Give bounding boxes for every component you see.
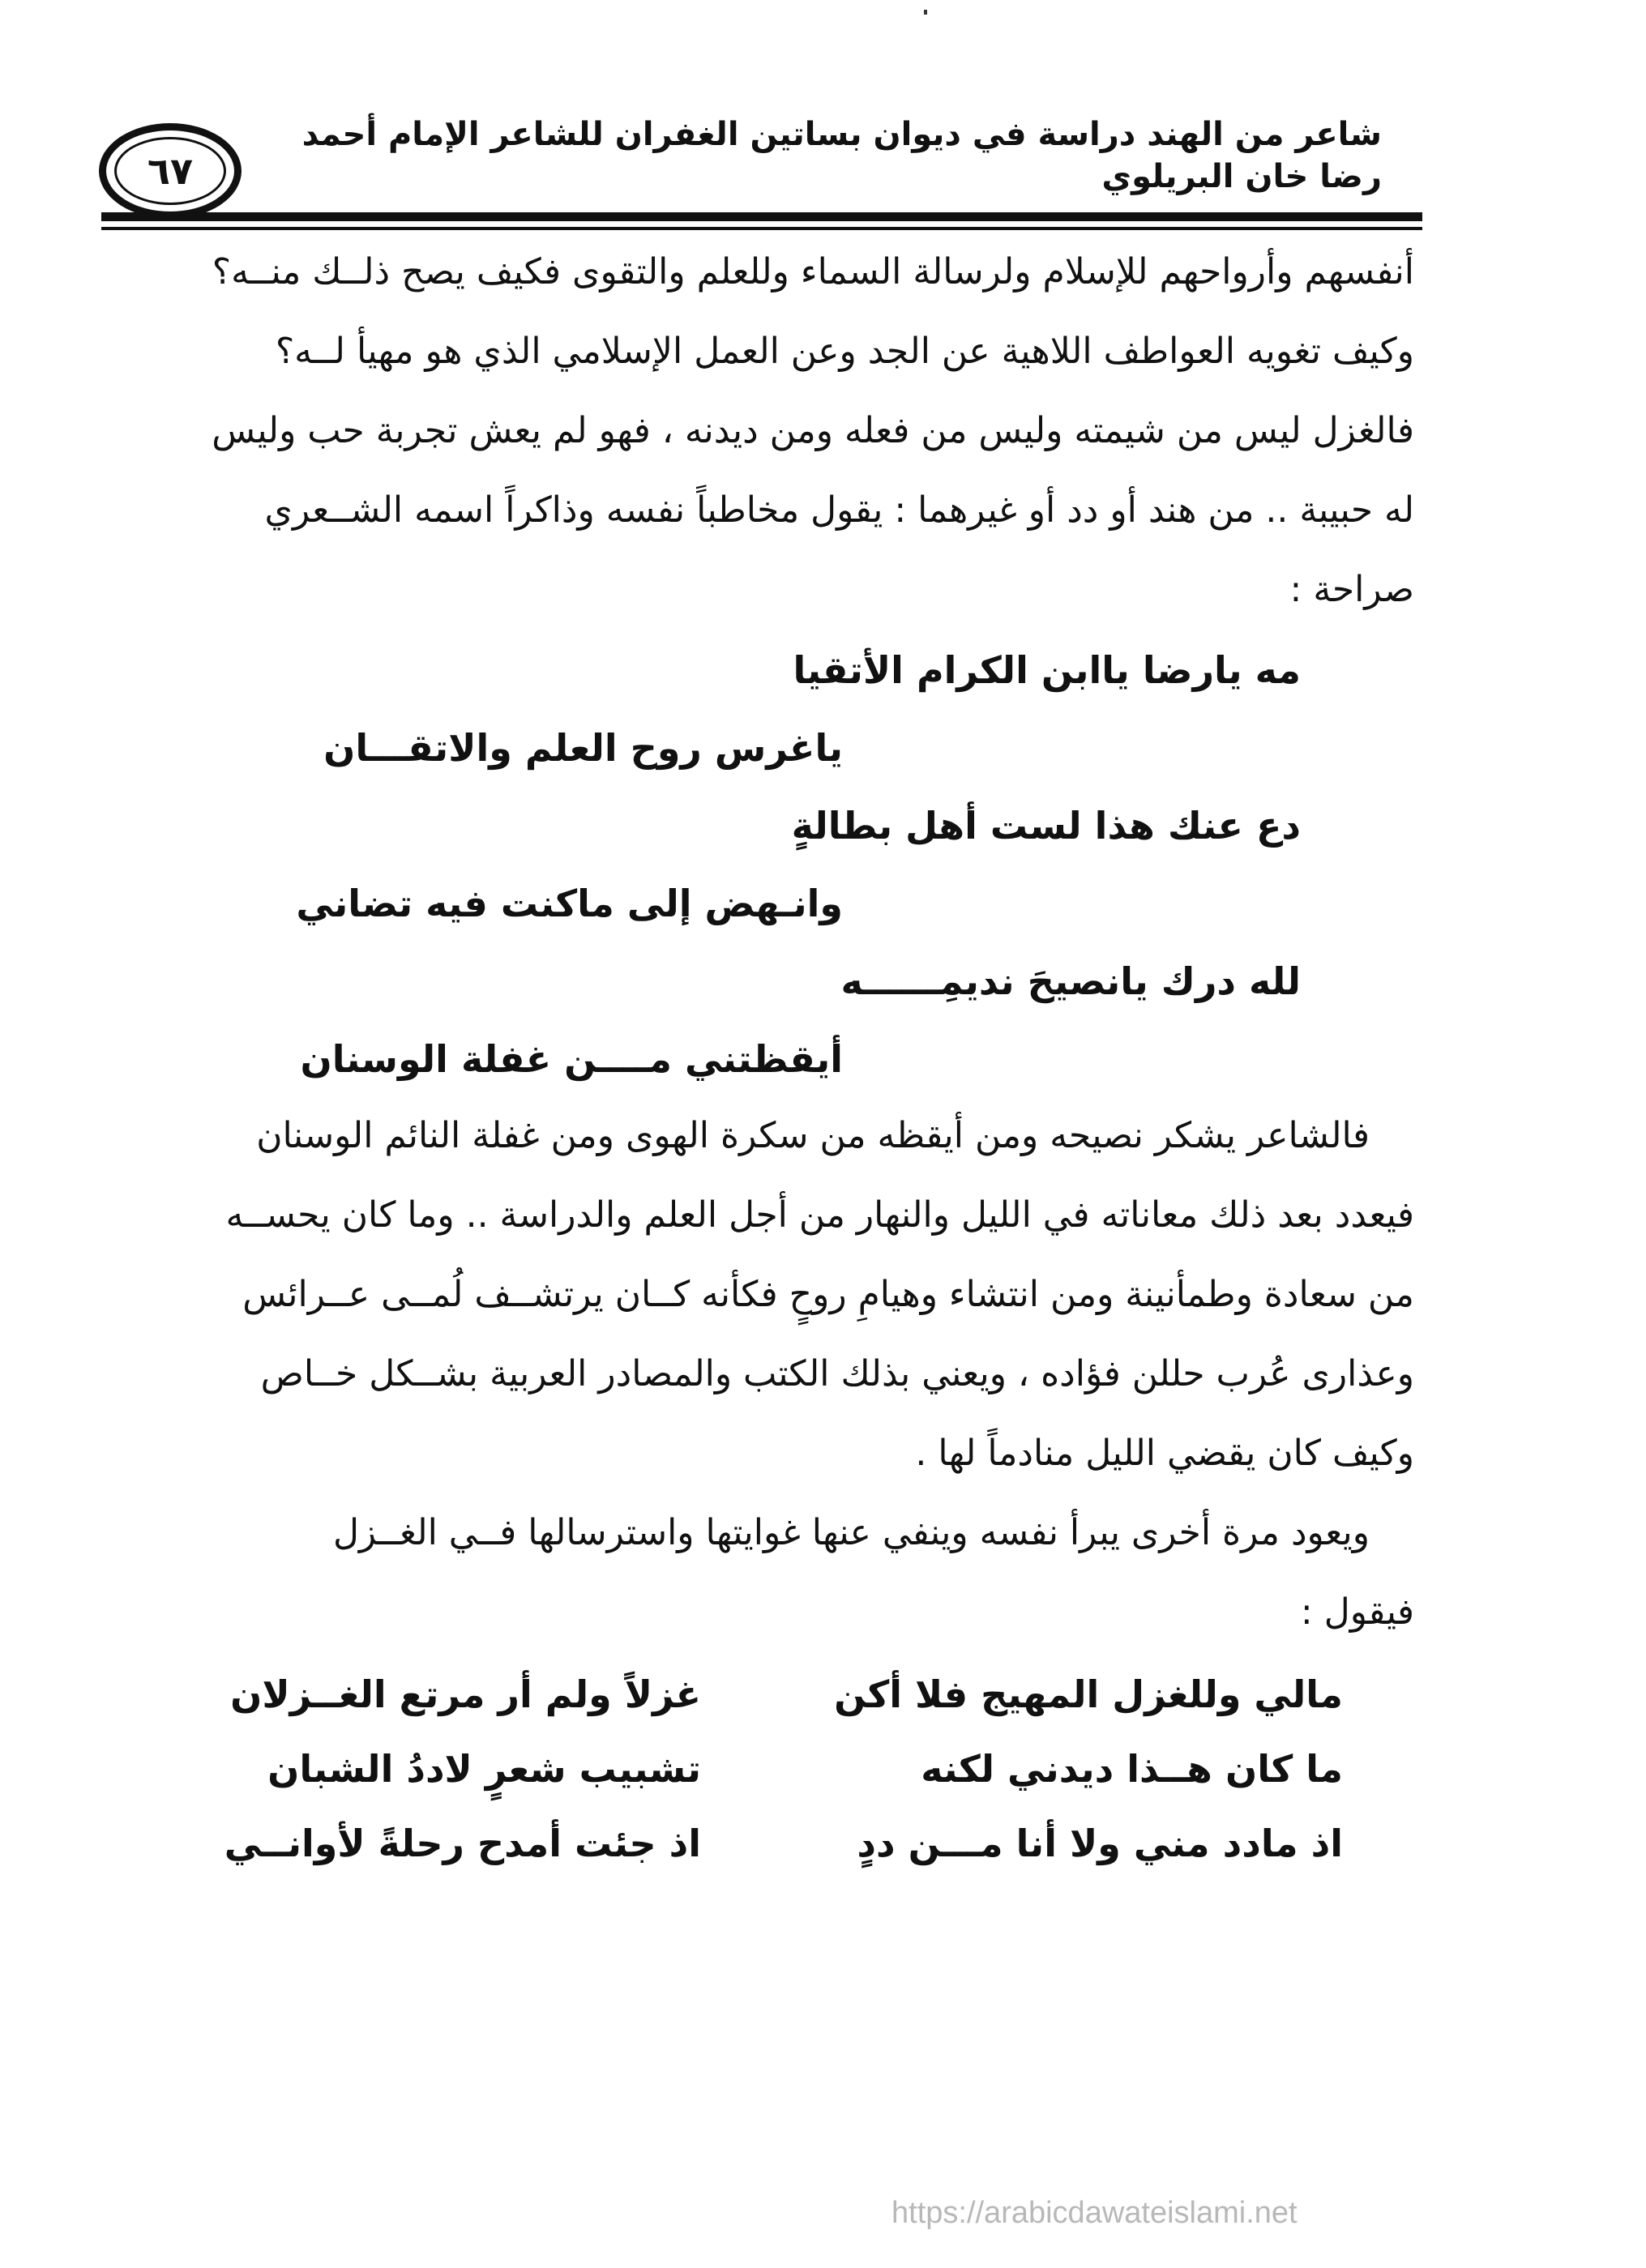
text-line: من سعادة وطمأنينة ومن انتشاء وهيامِ روحٍ فكأنه كــان يرتشــف لُمــى عــرائس	[242, 1274, 1414, 1315]
verse-left: غزلاً ولم أر مرتع الغــزلان	[230, 1672, 701, 1716]
poem-1	[146, 645, 1414, 1084]
text-line: صراحة :	[1289, 569, 1414, 610]
verse-pair	[146, 1818, 1414, 1869]
text-line: وكيف كان يقضي الليل منادماً لها .	[915, 1433, 1414, 1474]
text-line: فيعدد بعد ذلك معاناته في الليل والنهار من أجل العلم والدراسة .. وما كان يحســه	[225, 1194, 1414, 1236]
verse-right: اذ مادد مني ولا أنا مـــن ددٍ	[857, 1822, 1343, 1865]
poem-2	[146, 1669, 1414, 1869]
verse-line: دع عنك هذا لست أهل بطالةٍ	[791, 804, 1301, 848]
verse-left: تشبيب شعرٍ لاددُ الشبان	[267, 1747, 701, 1791]
verse-right: مالي وللغزل المهيج فلا أكن	[834, 1672, 1343, 1716]
paragraph-2	[146, 1112, 1414, 1478]
text-line: فالشاعر يشكر نصيحه ومن أيقظه من سكرة الهوى ومن غفلة النائم الوسنان	[256, 1115, 1370, 1156]
verse-pair	[146, 1669, 1414, 1719]
text-line: فيقول :	[1300, 1591, 1414, 1633]
verse-line: أيقظتني مــــن غفلة الوسنان	[300, 1037, 843, 1081]
text-line: له حبيبة .. من هند أو دد أو غيرهما : يقول مخاطباً نفسه وذاكراً اسمه الشــعري	[264, 489, 1414, 531]
verse-line: وانـهض إلى ماكنت فيه تضاني	[296, 882, 843, 925]
page-number: ٦٧	[114, 137, 226, 205]
text-line: وكيف تغويه العواطف اللاهية عن الجد وعن العمل الإسلامي الذي هو مهيأ لــه؟	[275, 331, 1414, 372]
verse-line: لله درك يانصيحَ نديمِــــــه	[840, 959, 1301, 1003]
running-title: شاعر من الهند دراسة في ديوان بساتين الغفران للشاعر الإمام أحمد رضا خان البريلوي	[301, 116, 1382, 195]
verse-line: مه يارضا ياابن الكرام الأتقيا	[793, 648, 1301, 692]
text-line: ويعود مرة أخرى يبرأ نفسه وينفي عنها غوايتها واسترسالها فــي الغــزل	[332, 1512, 1370, 1553]
text-line: أنفسهم وأرواحهم للإسلام ولرسالة السماء وللعلم والتقوى فكيف يصح ذلــك منــه؟	[212, 251, 1414, 293]
text-line: وعذارى عُرب حللن فؤاده ، ويعني بذلك الكتب والمصادر العربية بشــكل خــاص	[260, 1353, 1414, 1395]
watermark-url: https://arabicdawateislami.net	[891, 2196, 1298, 2230]
paragraph-3	[146, 1509, 1414, 1637]
verse-right: ما كان هــذا ديدني لكنه	[921, 1747, 1343, 1791]
verse-line: ياغرس روح العلم والاتقـــان	[323, 726, 843, 770]
verse-pair	[146, 1744, 1414, 1794]
verse-left: اذ جئت أمدح رحلةً لأوانــي	[224, 1822, 701, 1865]
paragraph-1	[146, 248, 1414, 614]
page-body	[146, 0, 1414, 2055]
text-line: فالغزل ليس من شيمته وليس من فعله ومن ديدنه ، فهو لم يعش تجربة حب وليس	[212, 410, 1414, 451]
